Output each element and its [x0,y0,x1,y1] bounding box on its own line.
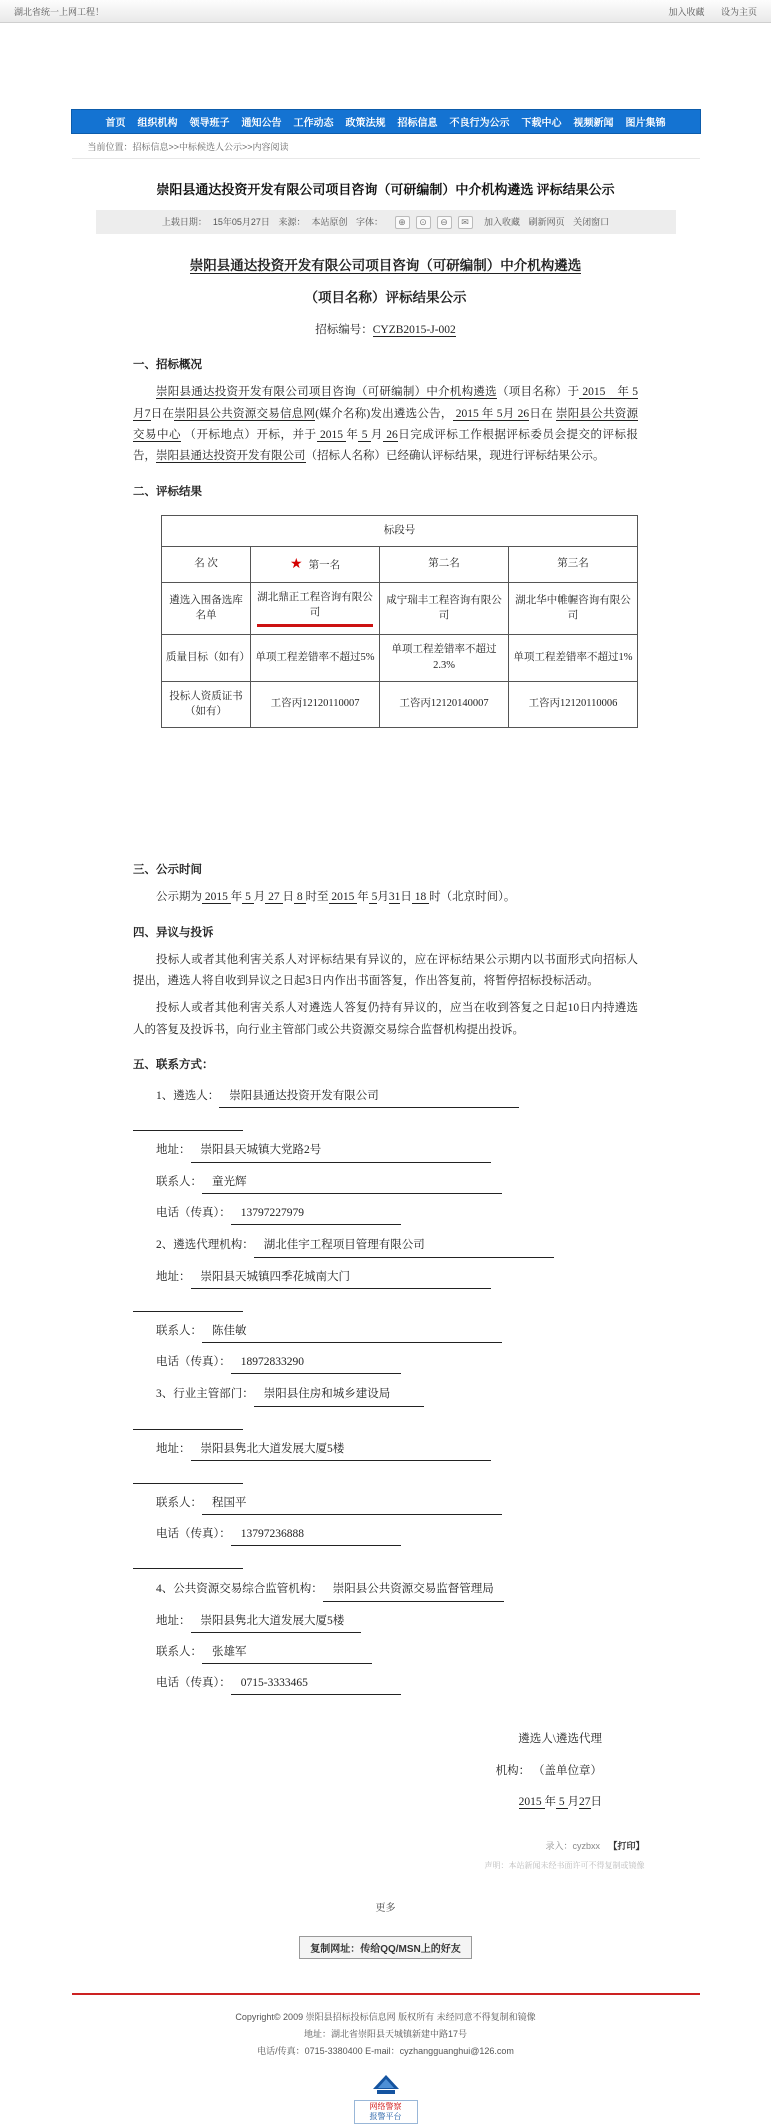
nav-item-9[interactable]: 视频新闻 [574,114,614,129]
site-footer [0,2009,771,2060]
contact2-addr: 崇阳县天城镇四季花城南大门 [191,1267,491,1289]
set-homepage-link[interactable]: 设为主页 [721,7,757,17]
upload-date: 15年05月27日 [213,217,270,227]
doc-title-line1: 崇阳县通达投资开发有限公司项目咨询（可研编制）中介机构遴选 [190,258,582,274]
footer-copyright: Copyright© 2009 崇阳县招标投标信息网 版权所有 未经同意不得复制和镜像 [0,2009,771,2026]
bid-number-label: 招标编号： [315,324,373,336]
shortlist-third-company: 湖北华中帷幄咨询有限公司 [509,582,638,635]
contact2-person: 陈佳敏 [202,1321,502,1343]
rank-row-label: 名 次 [162,546,251,582]
nav-item-6[interactable]: 招标信息 [398,114,438,129]
upload-date-label: 上载日期： [162,217,207,227]
table-header-bid-section: 标段号 [162,515,638,546]
font-size-label: 字体： [356,217,383,227]
contact-block-4 [133,1579,638,1695]
signature-org-line [133,1761,602,1782]
stray-underline [133,1116,243,1131]
signature-party: 遴选人\遴选代理 [133,1729,602,1750]
contact1-person: 童光辉 [202,1172,502,1194]
section1-heading: 一、招标概况 [133,355,638,376]
cyber-police-badge[interactable] [354,2075,418,2124]
section2-heading: 二、评标结果 [133,482,638,503]
contact4-person-label: 联系人： [156,1646,202,1658]
contact4-no: 4、 [156,1583,173,1595]
nav-item-2[interactable]: 领导班子 [190,114,230,129]
contact3-label: 行业主管部门： [173,1388,254,1400]
top-strip [0,0,771,23]
blank-gap [133,728,638,846]
certificate-first-cell: 工咨丙12120110007 [251,681,380,728]
contact2-no: 2、 [156,1239,173,1251]
add-favorite-link[interactable]: 加入收藏 [668,7,704,17]
contact3-person: 程国平 [202,1493,502,1515]
article-meta-bar [96,210,676,234]
stray-underline [133,1469,243,1484]
certificate-third-cell: 工咨丙12120110006 [509,681,638,728]
nav-item-7[interactable]: 不良行为公示 [450,114,510,129]
nav-item-3[interactable]: 通知公告 [242,114,282,129]
contact2-label: 遴选代理机构： [173,1239,254,1251]
page-title: 崇阳县通达投资开发有限公司项目咨询（可研编制）中介机构遴选 评标结果公示 [66,179,706,198]
contact3-phone: 13797236888 [231,1524,401,1546]
nav-item-5[interactable]: 政策法规 [346,114,386,129]
signature-date: 2015 年 5 月27日 [133,1792,602,1813]
first-place-star-icon: ★ [290,557,303,572]
entry-line [72,1839,700,1852]
footer-contact: 电话/传真：0715-3380400 E-mail：cyzhangguanghui@126.com [0,2043,771,2060]
contact2-phone: 18972833290 [231,1352,401,1374]
shortlist-second-company: 咸宁瑞丰工程咨询有限公司 [380,582,509,635]
police-shield-icon [373,2075,399,2095]
signature-block [133,1729,638,1813]
contact1-no: 1、 [156,1090,173,1102]
signature-org-label: 机构： [496,1765,531,1777]
contact-block-2 [133,1235,638,1374]
source-value: 本站原创 [311,217,347,227]
top-strip-slogan: 湖北省统一上网工程！ [14,5,104,18]
stray-underline [133,1554,243,1569]
contact4-phone-label: 电话（传真）： [156,1677,231,1689]
quality-row-label: 质量目标（如有） [162,635,251,682]
contact4-addr-label: 地址： [156,1615,191,1627]
top-strip-links [654,5,757,18]
contact2-phone-label: 电话（传真）： [156,1356,231,1368]
contact2-value: 湖北佳宇工程项目管理有限公司 [254,1235,554,1257]
contact2-person-label: 联系人： [156,1325,202,1337]
quality-first-cell: 单项工程差错率不超过5% [251,635,380,682]
doc-title-line2: （项目名称）评标结果公示 [133,286,638,311]
rank-second-label: 第二名 [380,546,509,582]
meta-add-favorite[interactable]: 加入收藏 [484,217,520,227]
entry-author: 录入：cyzbxx [545,1841,600,1851]
quality-second-cell: 单项工程差错率不超过2.3% [380,635,509,682]
contact1-person-label: 联系人： [156,1176,202,1188]
font-decrease-icon[interactable]: ⊖ [437,216,452,229]
font-increase-icon[interactable]: ⊕ [395,216,410,229]
section1-paragraph: 崇阳县通达投资开发有限公司项目咨询（可研编制）中介机构遴选（项目名称）于 2015 年 5 月7日在崇阳县公共资源交易信息网(媒介名称)发出遴选公告， 2015 年 5月 26日在 崇阳县公共资源交易中心 （开标地点）开标，并于 2015 年 5 月 26日完成评标工作根据评标委员会提交的评标报告，崇阳县通达投资开发有限公司（招标人名称）已经确认评标结果，现进行评标结果公示。 [133,382,638,467]
nav-item-4[interactable]: 工作动态 [294,114,334,129]
copy-url-share-button[interactable]: 复制网址：传给QQ/MSN上的好友 [299,1936,472,1959]
section3-paragraph: 公示期为 2015 年 5 月 27 日 8 时至 2015 年 5月31日 18 时（北京时间）。 [133,887,638,908]
contact1-addr: 崇阳县天城镇大党路2号 [191,1140,491,1162]
police-badge-label: 网络警察 报警平台 [354,2100,418,2124]
contact3-phone-label: 电话（传真）： [156,1528,231,1540]
contact4-phone: 0715-3333465 [231,1673,401,1695]
certificate-row-label: 投标人资质证书（如有） [162,681,251,728]
breadcrumb[interactable]: 当前位置：招标信息>>中标候选人公示>>内容阅读 [72,134,700,159]
contact3-no: 3、 [156,1388,173,1400]
contact-block-3 [133,1384,638,1569]
contact4-person: 张雄军 [202,1642,372,1664]
contact3-addr-label: 地址： [156,1443,191,1455]
print-button[interactable]: 【打印】 [608,1841,644,1851]
document-body [133,254,638,1813]
contact1-phone: 13797227979 [231,1203,401,1225]
nav-item-8[interactable]: 下载中心 [522,114,562,129]
section4-paragraph2: 投标人或者其他利害关系人对遴选人答复仍持有异议的，应当在收到答复之日起10日内持遴选人的答复及投诉书，向行业主管部门或公共资源交易综合监督机构提出投诉。 [133,998,638,1041]
shortlist-row-label: 遴选入围备选库名单 [162,582,251,635]
contact2-addr-label: 地址： [156,1271,191,1283]
contact1-value: 崇阳县通达投资开发有限公司 [219,1086,519,1108]
shortlist-first-company: 湖北鼎正工程咨询有限公司 [251,582,380,635]
stray-underline [133,1415,243,1430]
winner-red-underline [257,624,372,627]
contact1-label: 遴选人： [173,1090,219,1102]
stray-underline [133,1297,243,1312]
mail-icon[interactable]: ✉ [458,216,473,229]
more-link[interactable]: 更多 [0,1899,771,1914]
section4-heading: 四、异议与投诉 [133,923,638,944]
nav-item-1[interactable]: 组织机构 [138,114,178,129]
nav-item-10[interactable]: 图片集锦 [626,114,666,129]
bid-number-value: CYZB2015-J-002 [373,324,456,337]
certificate-second-cell: 工咨丙12120140007 [380,681,509,728]
evaluation-result-table [161,515,638,728]
disclaimer-text: 声明：本站新闻未经书面许可不得复制或镜像 [72,1860,700,1871]
contact4-label: 公共资源交易综合监管机构： [173,1583,323,1595]
contact3-addr: 崇阳县隽北大道发展大厦5楼 [191,1439,491,1461]
contact3-person-label: 联系人： [156,1497,202,1509]
contact1-phone-label: 电话（传真）： [156,1207,231,1219]
rank-first-label: 第一名 [309,560,341,571]
contact1-addr-label: 地址： [156,1144,191,1156]
meta-close-window[interactable]: 关闭窗口 [573,217,609,227]
contact4-value: 崇阳县公共资源交易监督管理局 [323,1579,504,1601]
contact4-addr: 崇阳县隽北大道发展大厦5楼 [191,1611,361,1633]
footer-red-divider [72,1993,700,1995]
quality-third-cell: 单项工程差错率不超过1% [509,635,638,682]
rank-third-label: 第三名 [509,546,638,582]
section4-paragraph1: 投标人或者其他利害关系人对评标结果有异议的，应在评标结果公示期内以书面形式向招标人提出，遴选人将自收到异议之日起3日内作出书面答复，作出答复前，将暂停招标投标活动。 [133,950,638,993]
section3-heading: 三、公示时间 [133,860,638,881]
footer-address: 地址：湖北省崇阳县天城镇新建中路17号 [0,2026,771,2043]
source-label: 来源： [278,217,305,227]
meta-refresh-page[interactable]: 刷新网页 [529,217,565,227]
nav-item-0[interactable]: 首页 [106,114,126,129]
main-navbar [71,109,701,134]
section5-heading: 五、联系方式： [133,1055,638,1076]
font-default-icon[interactable]: ⊙ [416,216,431,229]
contact3-value: 崇阳县住房和城乡建设局 [254,1384,424,1406]
bid-number-line [133,320,638,341]
rank-first-cell [251,546,380,582]
font-size-icons [392,217,476,227]
contact-block-1 [133,1086,638,1225]
signature-seal-hint: （盖单位章） [533,1765,602,1777]
